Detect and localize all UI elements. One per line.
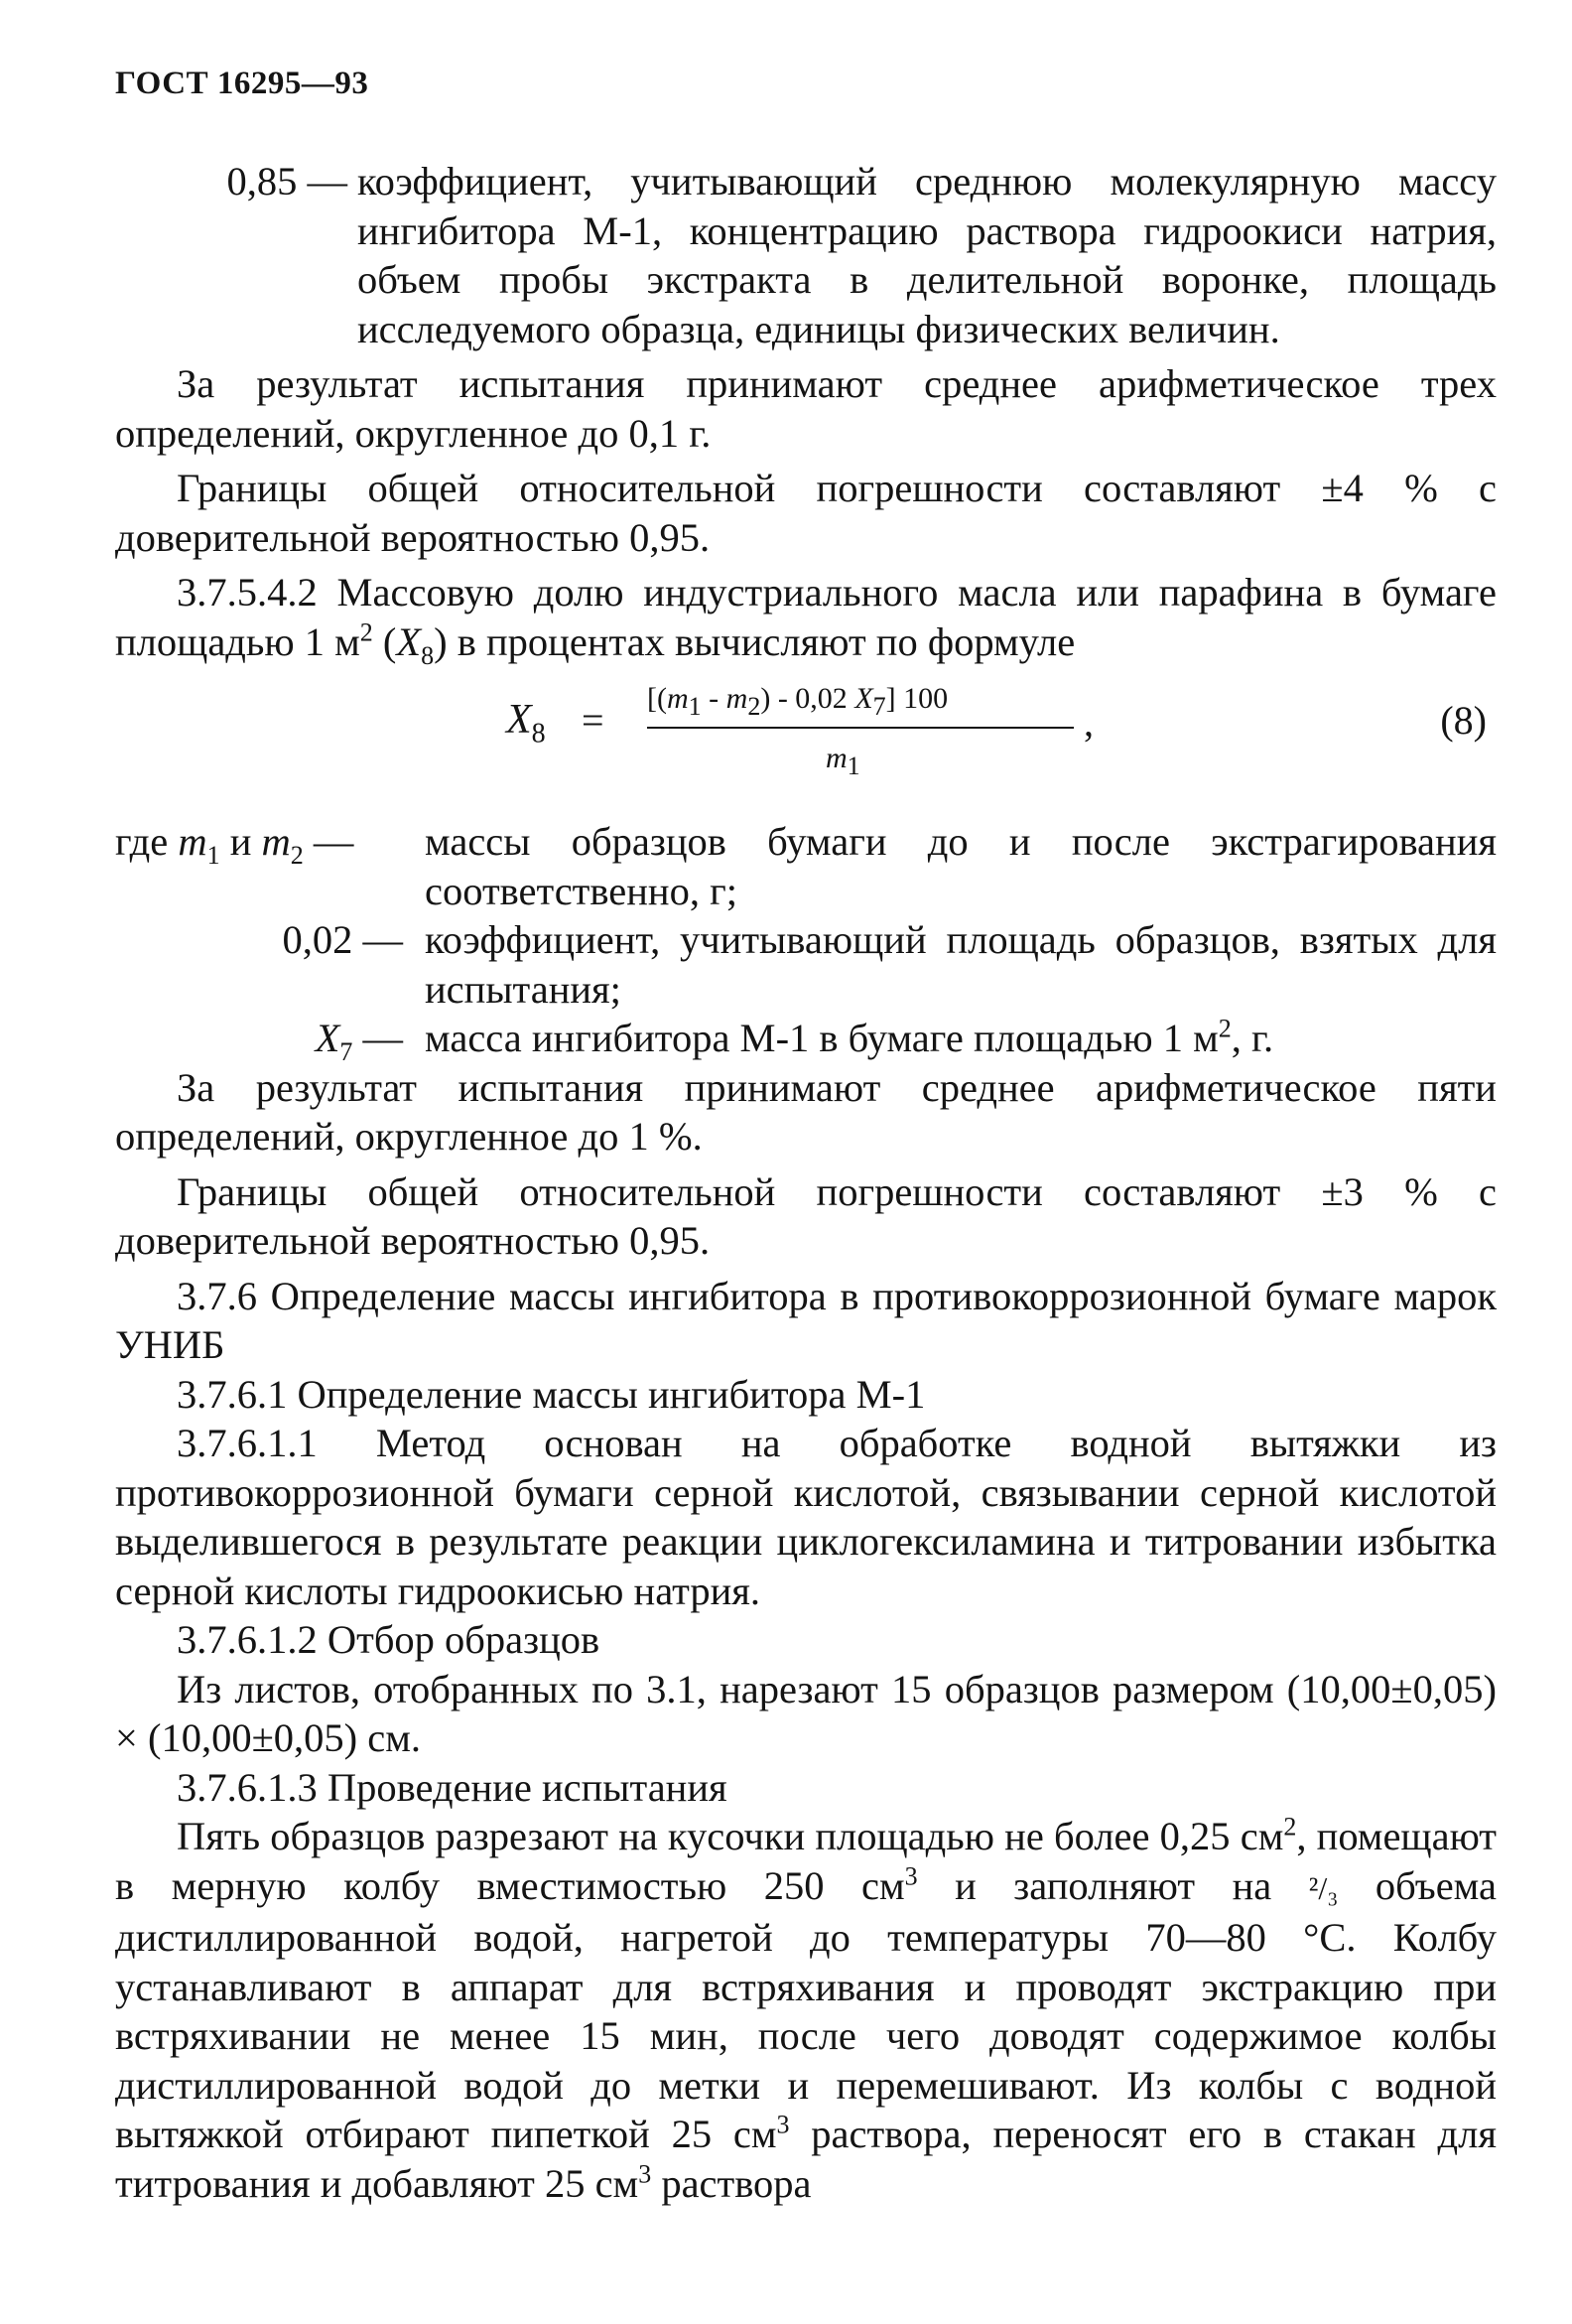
formula-equals: = — [582, 698, 604, 743]
paragraph-result-rule-2: За результат испытания принимают среднее арифметическое пяти определений, округленное до 1 %. — [115, 1064, 1497, 1159]
section-3-7-6-1-2-heading: 3.7.6.1.2 Отбор образцов — [177, 1617, 600, 1662]
page-header: ГОСТ 16295—93 — [115, 66, 369, 101]
paragraph-procedure: Пять образцов разрезают на кусочки площадью не более 0,25 $см^2$, помещают в мерную колбу вместимостью 250 $см^3$ и заполняют на ²/₃ объема дистиллированной водой, нагретой до температуры 70—80 °С. Колбу устанавливают в аппарат для встряхивания и проводят экстракцию при встряхивании не менее 15 мин, после чего доводят содержимое колбы дистиллированной водой до метки и перемешивают. Из колбы с водной вытяжкой отбирают пипеткой 25 $см^3$ раствора, переносят его в стакан для титрования и добавляют 25 $см^3$ раствора — [115, 1812, 1497, 2206]
formula-8 — [115, 678, 1497, 799]
where-term-x7: $X_7$ — — [315, 1016, 403, 1067]
where-definitions — [115, 817, 1497, 1067]
where-term-002: 0,02 — — [282, 917, 403, 962]
section-3-7-6-heading: 3.7.6 Определение массы ингибитора в противокоррозионной бумаге марок УНИБ — [115, 1273, 1497, 1367]
formula-denominator: $m_1$ — [826, 742, 860, 780]
paragraph-3-7-5-4-2: 3.7.5.4.2 Массовую долю индустриального масла или парафина в бумаге площадью 1 $м^2$ $(X_8)$ в процентах вычисляют по формуле — [115, 570, 1497, 670]
definition-term: 0,85 — — [226, 159, 347, 204]
paragraph-3-7-6-1-1: 3.7.6.1.1 Метод основан на обработке водной вытяжки из противокоррозионной бумаги серной кислотой, связывании серной кислотой выделившегося в результате реакции циклогексиламина и титровании избытка серной кислоты гидроокисью натрия. — [115, 1421, 1497, 1613]
formula-lhs: $X_8$ — [506, 697, 546, 750]
formula-numerator: [$(m_1 - m_2) - 0,02$ $X_7$] 100 — [647, 682, 949, 721]
where-text-002: коэффициент, учитывающий площадь образцов, взятых для испытания; — [425, 917, 1497, 1012]
paragraph-result-rule: За результат испытания принимают среднее арифметическое трех определений, округленное до 0,1 г. — [115, 361, 1497, 456]
paragraph-error-bounds-2: Границы общей относительной погрешности составляют ±3 % с доверительной вероятностью 0,95. — [115, 1168, 1497, 1263]
fraction-two-thirds: ²/₃ — [1308, 1869, 1339, 1906]
section-3-7-6-1-heading: 3.7.6.1 Определение массы ингибитора М-1 — [177, 1371, 926, 1417]
definition-coefficient-085 — [115, 157, 1497, 353]
formula-comma: , — [1084, 700, 1094, 745]
where-term-m1-m2: где $m_1$ и $m_2$ — — [115, 819, 354, 871]
where-text-m1-m2: массы образцов бумаги до и после экстрагирования соответственно, г; — [425, 819, 1497, 913]
formula-number: (8) — [1440, 698, 1487, 743]
paragraph-error-bounds: Границы общей относительной погрешности составляют ±4 % с доверительной вероятностью 0,95. — [115, 466, 1497, 560]
section-3-7-6-1-3-heading: 3.7.6.1.3 Проведение испытания — [177, 1764, 727, 1810]
where-text-x7: масса ингибитора М-1 в бумаге площадью 1 $м^2$, г. — [425, 1014, 1274, 1060]
fraction-bar — [647, 727, 1074, 729]
paragraph-samples: Из листов, отобранных по 3.1, нарезают 15 образцов размером (10,00±0,05) × (10,00±0,05) см. — [115, 1666, 1497, 1760]
definition-text: коэффициент, учитывающий среднюю молекулярную массу ингибитора М-1, концентрацию раствора гидроокиси натрия, объем пробы экстракта в делительной воронке, площадь исследуемого образца, единицы физических величин. — [357, 159, 1497, 351]
document-body — [115, 157, 1497, 2208]
